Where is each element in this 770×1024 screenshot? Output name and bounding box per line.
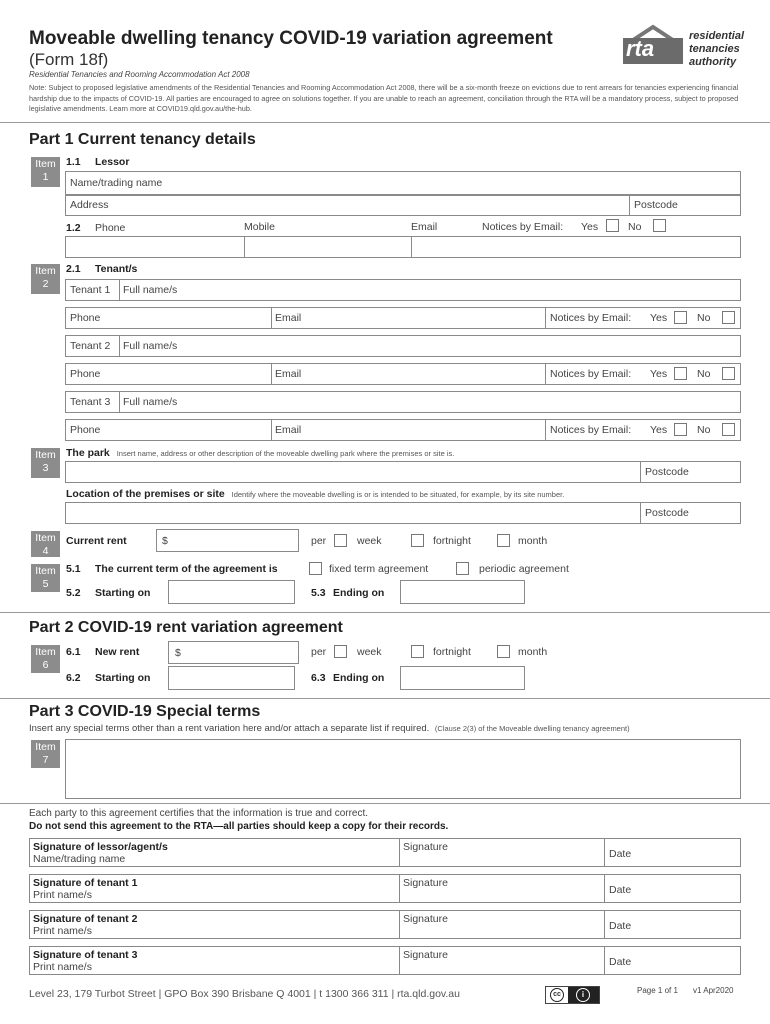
park-field[interactable]: Postcode <box>65 461 741 483</box>
lessor-notices-no-checkbox[interactable] <box>653 219 666 232</box>
tenant2-contact-field[interactable]: Phone Email Notices by Email: Yes No <box>65 363 741 385</box>
current-rent-month-checkbox[interactable] <box>497 534 510 547</box>
lessor-number: 1.1 <box>66 156 81 168</box>
rta-logo <box>620 24 745 74</box>
tenant2-notices-yes-checkbox[interactable] <box>674 367 687 380</box>
current-rent-fortnight-checkbox[interactable] <box>411 534 424 547</box>
term-label: The current term of the agreement is <box>95 563 278 575</box>
item-5-badge: Item 5 <box>31 564 60 592</box>
notices-label: Notices by Email: <box>482 221 564 233</box>
tenants-number: 2.1 <box>66 263 81 275</box>
fixed-term-label: fixed term agreement <box>329 563 429 575</box>
start-number: 5.2 <box>66 587 81 599</box>
new-rent-fortnight-checkbox[interactable] <box>411 645 424 658</box>
divider <box>0 612 770 613</box>
new-start-number: 6.2 <box>66 672 81 684</box>
item-2-badge: Item 2 <box>31 264 60 294</box>
location-label: Location of the premises or site Identify where the moveable dwelling is or is intended to be situated, for example, by its site number. <box>66 488 565 500</box>
note-text: Note: Subject to proposed legislative amendments of the Residential Tenancies and Rooming Accommodation Act 2008, there will be a six-month freeze on evictions due to rent arrears for tenancies experiencing financial hardship due to the impacts of COVID-19. All parties are encouraged to agree on solutions together. If you are unable to reach an agreement, conciliation through the RTA will be a mandatory process, subject to proposed legislative amendments. Learn more at COVID19.qld.gov.au/the-hub. <box>29 83 739 113</box>
part3-instruction: Insert any special terms other than a rent variation here and/or attach a separate list if required. (Clause 2(3) of the Moveable dwelling tenancy agreement) <box>29 723 630 734</box>
lessor-label: Lessor <box>95 156 130 168</box>
divider <box>0 122 770 123</box>
new-rent-number: 6.1 <box>66 646 81 658</box>
periodic-checkbox[interactable] <box>456 562 469 575</box>
park-label: The park Insert name, address or other description of the moveable dwelling park where the premises or site is. <box>66 447 455 459</box>
periodic-label: periodic agreement <box>479 563 569 575</box>
postcode-label: Postcode <box>634 199 678 211</box>
phone-label: Phone <box>95 222 126 234</box>
tenant3-notices-yes-checkbox[interactable] <box>674 423 687 436</box>
item-4-badge: Item 4 <box>31 531 60 557</box>
fortnight-label: fortnight <box>433 535 471 547</box>
mobile-label: Mobile <box>244 221 275 233</box>
new-rent-field[interactable]: $ <box>168 641 299 664</box>
new-end-date-field[interactable] <box>400 666 525 690</box>
tenant1-signature-row[interactable]: Signature of tenant 1 Print name/s Signature Date <box>29 874 741 903</box>
part3-heading: Part 3 COVID-19 Special terms <box>29 703 261 720</box>
page-number: Page 1 of 1 <box>637 986 678 995</box>
phone-number-label: 1.2 <box>66 222 81 234</box>
special-terms-field[interactable] <box>65 739 741 799</box>
no-label: No <box>628 221 642 233</box>
divider <box>0 803 770 804</box>
lessor-signature-row[interactable]: Signature of lessor/agent/s Name/trading name Signature Date <box>29 838 741 867</box>
current-rent-field[interactable]: $ <box>156 529 299 552</box>
new-rent-week-checkbox[interactable] <box>334 645 347 658</box>
new-end-number: 6.3 <box>311 672 326 684</box>
new-starting-on-label: Starting on <box>95 672 151 684</box>
lessor-name-field[interactable]: Name/trading name <box>65 171 741 195</box>
tenant2-name-field[interactable]: Tenant 2 Full name/s <box>65 335 741 357</box>
part1-heading: Part 1 Current tenancy details <box>29 131 256 148</box>
week-label: week <box>357 646 382 658</box>
new-rent-label: New rent <box>95 646 140 658</box>
new-ending-on-label: Ending on <box>333 672 385 684</box>
tenant1-notices-yes-checkbox[interactable] <box>674 311 687 324</box>
lessor-notices-yes-checkbox[interactable] <box>606 219 619 232</box>
logo-mark: rta <box>626 36 655 61</box>
logo-line2: tenancies <box>689 43 740 55</box>
tenant3-name-field[interactable]: Tenant 3 Full name/s <box>65 391 741 413</box>
new-start-date-field[interactable] <box>168 666 295 690</box>
current-start-date-field[interactable] <box>168 580 295 604</box>
tenant2-notices-no-checkbox[interactable] <box>722 367 735 380</box>
tenant2-signature-row[interactable]: Signature of tenant 2 Print name/s Signature Date <box>29 910 741 939</box>
tenant3-signature-row[interactable]: Signature of tenant 3 Print name/s Signature Date <box>29 946 741 975</box>
footer-address: Level 23, 179 Turbot Street | GPO Box 390 Brisbane Q 4001 | t 1300 366 311 | rta.qld.gov.au <box>29 988 460 1000</box>
per-label: per <box>311 646 327 658</box>
tenant3-contact-field[interactable]: Phone Email Notices by Email: Yes No <box>65 419 741 441</box>
fixed-term-checkbox[interactable] <box>309 562 322 575</box>
email-label: Email <box>411 221 438 233</box>
starting-on-label: Starting on <box>95 587 151 599</box>
divider <box>0 698 770 699</box>
tenant1-notices-no-checkbox[interactable] <box>722 311 735 324</box>
week-label: week <box>357 535 382 547</box>
form-number: (Form 18f) <box>29 50 109 69</box>
current-rent-label: Current rent <box>66 535 127 547</box>
part2-heading: Part 2 COVID-19 rent variation agreement <box>29 619 343 636</box>
term-number: 5.1 <box>66 563 81 575</box>
item-6-badge: Item 6 <box>31 645 60 673</box>
tenants-label: Tenant/s <box>95 263 138 275</box>
fortnight-label: fortnight <box>433 646 471 658</box>
location-field[interactable]: Postcode <box>65 502 741 524</box>
current-rent-week-checkbox[interactable] <box>334 534 347 547</box>
tenant1-contact-field[interactable]: Phone Email Notices by Email: Yes No <box>65 307 741 329</box>
end-number: 5.3 <box>311 587 326 599</box>
certify-warning: Do not send this agreement to the RTA—all parties should keep a copy for their records. <box>29 821 449 832</box>
lessor-contact-field[interactable] <box>65 236 741 258</box>
per-label: per <box>311 535 327 547</box>
month-label: month <box>518 535 548 547</box>
month-label: month <box>518 646 548 658</box>
tenant3-notices-no-checkbox[interactable] <box>722 423 735 436</box>
item-3-badge: Item 3 <box>31 448 60 478</box>
ending-on-label: Ending on <box>333 587 385 599</box>
new-rent-month-checkbox[interactable] <box>497 645 510 658</box>
logo-line3: authority <box>689 56 737 68</box>
item-1-badge: Item 1 <box>31 157 60 187</box>
item-7-badge: Item 7 <box>31 740 60 768</box>
logo-line1: residential <box>689 30 745 42</box>
certify-text: Each party to this agreement certifies that the information is true and correct. <box>29 808 369 819</box>
form-title: Moveable dwelling tenancy COVID-19 variation agreement <box>29 28 553 49</box>
yes-label: Yes <box>581 221 599 233</box>
lessor-address-field[interactable]: Address Postcode <box>65 195 741 216</box>
act-name: Residential Tenancies and Rooming Accommodation Act 2008 <box>29 70 250 79</box>
tenant1-name-field[interactable]: Tenant 1 Full name/s <box>65 279 741 301</box>
cc-by-icon: cc i <box>545 986 600 1004</box>
current-end-date-field[interactable] <box>400 580 525 604</box>
version: v1 Apr2020 <box>693 986 734 995</box>
